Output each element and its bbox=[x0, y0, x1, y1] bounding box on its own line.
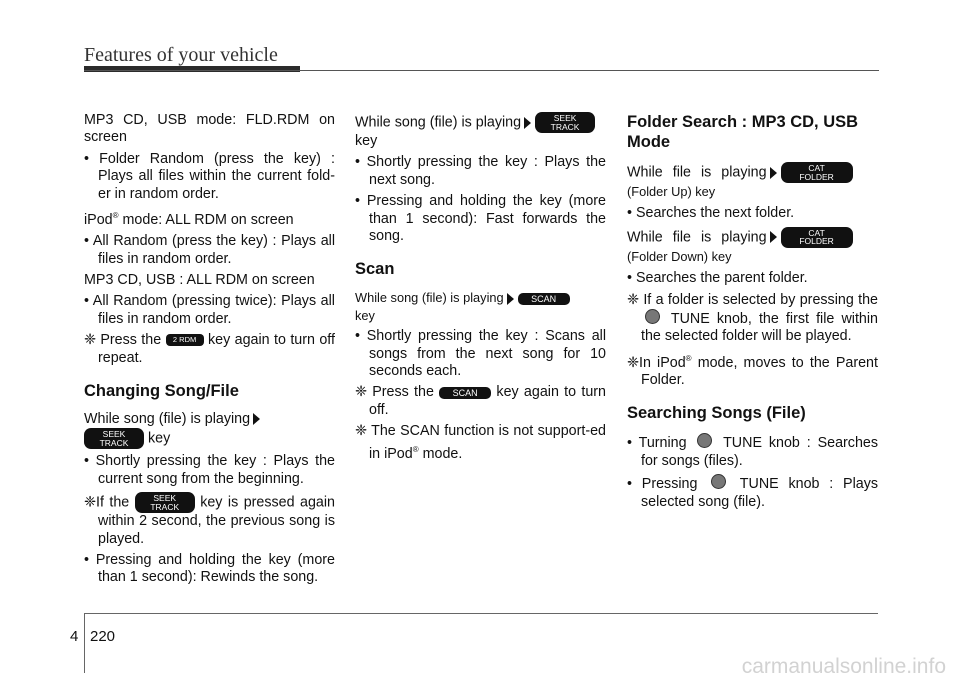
rewind-bullet: • Pressing and holding the key (more than 1 second): Rewinds the song. bbox=[84, 552, 335, 586]
seek-track-up-key-icon: SEEK TRACK bbox=[535, 112, 595, 133]
header-bar bbox=[84, 66, 300, 72]
folder-search-heading: Folder Search : MP3 CD, USB Mode bbox=[627, 113, 859, 151]
column-2 bbox=[355, 112, 606, 467]
folder-up-intro: While file is playing CAT FOLDER (Folder Up) key bbox=[627, 162, 878, 201]
folder-select-note: ❈ If a folder is selected by pressing the TUNE knob, the first file within the selected folder will be played. bbox=[627, 291, 878, 345]
column-3 bbox=[627, 112, 878, 515]
footer-vertical-rule bbox=[84, 613, 85, 673]
all-random-twice-bullet: • All Random (pressing twice): Plays all files in random order. bbox=[84, 293, 335, 327]
mp3-fld-rdm-heading: MP3 CD, USB mode: FLD.RDM on screen bbox=[84, 112, 335, 146]
folder-down-intro: While file is playing CAT FOLDER (Folder Down) key bbox=[627, 227, 878, 266]
seek-track-down-key-icon: SEEK TRACK bbox=[84, 428, 144, 449]
tune-knob-icon bbox=[697, 433, 712, 448]
play-triangle-icon bbox=[253, 413, 260, 425]
page-header-title: Features of your vehicle bbox=[84, 44, 278, 66]
shortly-press-restart-bullet: • Shortly pressing the key : Plays the current song from the beginning. bbox=[84, 453, 335, 487]
scan-ipod-note: ❈ The SCAN function is not support-ed in iPod® mode. bbox=[355, 423, 606, 462]
rdm-key-icon: 2 RDM bbox=[166, 334, 204, 346]
searching-songs-heading: Searching Songs (File) bbox=[627, 404, 806, 423]
play-triangle-icon bbox=[770, 231, 777, 243]
scan-intro: While song (file) is playing SCAN key bbox=[355, 289, 606, 324]
seek-track-down-key-icon: SEEK TRACK bbox=[135, 492, 195, 513]
next-folder-bullet: • Searches the next folder. bbox=[627, 205, 795, 222]
tune-knob-icon bbox=[711, 474, 726, 489]
cat-folder-up-key-icon: CAT FOLDER bbox=[781, 162, 853, 183]
scan-all-bullet: • Shortly pressing the key : Scans all songs from the next song for 10 seconds each. bbox=[355, 328, 606, 380]
play-triangle-icon bbox=[507, 293, 514, 305]
parent-folder-bullet: • Searches the parent folder. bbox=[627, 270, 808, 287]
column-1 bbox=[84, 112, 335, 591]
ipod-all-rdm-line: iPod® mode: ALL RDM on screen bbox=[84, 211, 294, 228]
scan-key-icon: SCAN bbox=[518, 293, 570, 305]
turning-tune-bullet: • Turning TUNE knob : Searches for songs (files). bbox=[627, 435, 878, 469]
chapter-number: 4 bbox=[70, 628, 79, 645]
next-song-bullet: • Shortly pressing the key : Plays the next song. bbox=[355, 154, 606, 188]
play-triangle-icon bbox=[770, 167, 777, 179]
scan-heading: Scan bbox=[355, 260, 395, 279]
footer-rule bbox=[84, 613, 878, 614]
header-rule bbox=[84, 70, 879, 71]
page-number: 220 bbox=[90, 628, 116, 645]
fast-forward-bullet: • Pressing and holding the key (more than 1 second): Fast forwards the song. bbox=[355, 193, 606, 245]
all-random-bullet: • All Random (press the key) : Plays all files in random order. bbox=[84, 233, 335, 267]
changing-song-heading: Changing Song/File bbox=[84, 382, 239, 401]
scan-key-icon: SCAN bbox=[439, 387, 491, 399]
play-triangle-icon bbox=[524, 117, 531, 129]
seek-prev-intro: While song (file) is playing SEEK TRACK key bbox=[84, 411, 335, 449]
previous-song-note: ❈If the SEEK TRACK key is pressed again within 2 second, the previous song is played. bbox=[84, 493, 335, 547]
mp3-all-rdm-line: MP3 CD, USB : ALL RDM on screen bbox=[84, 272, 315, 289]
pressing-tune-bullet: • Pressing TUNE knob : Plays selected song (file). bbox=[627, 476, 879, 510]
ipod-parent-folder-note: ❈In iPod® mode, moves to the Parent Folder. bbox=[627, 353, 878, 389]
scan-off-note: ❈ Press the SCAN key again to turn off. bbox=[355, 384, 606, 418]
folder-random-bullet: • Folder Random (press the key) : Plays all files within the current fold-er in random order. bbox=[84, 150, 335, 202]
repeat-off-note: ❈ Press the 2 RDM key again to turn off repeat. bbox=[84, 332, 335, 366]
tune-knob-icon bbox=[645, 309, 660, 324]
seek-next-intro: While song (file) is playing SEEK TRACK key bbox=[355, 112, 606, 150]
cat-folder-down-key-icon: CAT FOLDER bbox=[781, 227, 853, 248]
watermark: carmanualsonline.info bbox=[741, 655, 946, 678]
